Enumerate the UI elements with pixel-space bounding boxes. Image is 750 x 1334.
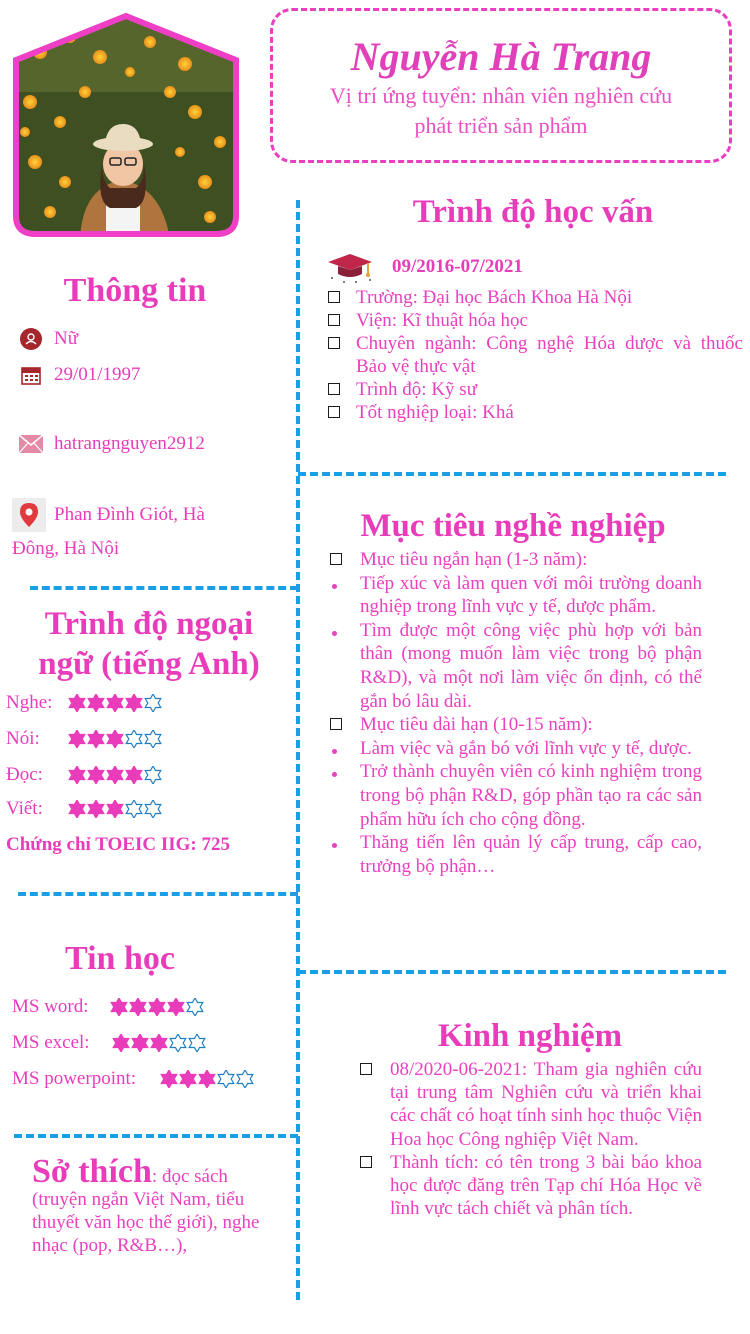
hobby-title: Sở thích — [32, 1153, 152, 1190]
education-list — [328, 286, 743, 424]
list-item: Tìm được một công việc phù hợp với bản thân (mong muốn làm việc trong bộ phận R&D), và một nơi làm việc ổn định, có thể gắn bó lâu dài. — [330, 619, 702, 713]
star-filled-icon — [87, 694, 105, 712]
hobby-text: : đọc sách (truyện ngắn Việt Nam, tiểu thuyết văn học thế giới), nghe nhạc (pop, R&B…), — [32, 1166, 260, 1256]
star-filled-icon — [106, 800, 124, 818]
list-item: Trường: Đại học Bách Khoa Hà Nội — [328, 286, 743, 309]
gender-row — [18, 326, 78, 352]
star-rating — [112, 1034, 207, 1052]
hobby-section — [32, 1153, 264, 1257]
address-row — [12, 498, 205, 532]
star-filled-icon — [110, 998, 128, 1016]
list-item: Trình độ: Kỹ sư — [328, 378, 743, 401]
language-skill-reading — [6, 764, 163, 786]
star-empty-icon — [125, 800, 143, 818]
list-item: Tiếp xúc và làm quen với môi trường doanh nghiệp trong lĩnh vực y tế, dược phẩm. — [330, 572, 702, 619]
email-row — [18, 431, 205, 457]
star-empty-icon — [217, 1070, 235, 1088]
star-filled-icon — [87, 730, 105, 748]
list-item: Viện: Kĩ thuật hóa học — [328, 309, 743, 332]
language-title — [4, 604, 294, 684]
left-divider-2 — [18, 892, 298, 896]
skill-label: Nói: — [6, 728, 40, 749]
star-filled-icon — [167, 998, 185, 1016]
experience-list — [360, 1058, 702, 1220]
star-filled-icon — [198, 1070, 216, 1088]
star-empty-icon — [125, 730, 143, 748]
star-rating — [110, 998, 205, 1016]
star-empty-icon — [144, 730, 162, 748]
left-divider-1 — [30, 586, 298, 590]
star-empty-icon — [186, 998, 204, 1016]
location-pin-icon — [12, 498, 46, 532]
star-empty-icon — [144, 766, 162, 784]
star-filled-icon — [160, 1070, 178, 1088]
email-value: hatrangnguyen2912 — [54, 433, 205, 454]
skill-label: MS powerpoint: — [12, 1068, 137, 1089]
star-filled-icon — [129, 998, 147, 1016]
position-line-1: Vị trí ứng tuyển: nhân viên nghiên cứu — [329, 83, 673, 108]
list-item: Thành tích: có tên trong 3 bài báo khoa học được đăng trên Tạp chí Hóa Học về lĩnh vực tách chiết và phân tích. — [360, 1151, 702, 1221]
star-rating — [68, 800, 163, 818]
skill-label: MS excel: — [12, 1032, 90, 1053]
toeic-certificate: Chứng chỉ TOEIC IIG: 725 — [6, 834, 230, 855]
star-filled-icon — [148, 998, 166, 1016]
star-rating — [160, 1070, 255, 1088]
skill-label: Đọc: — [6, 764, 43, 785]
list-item: Mục tiêu ngắn hạn (1-3 năm): — [330, 548, 702, 572]
birthday-row — [18, 362, 141, 388]
star-filled-icon — [68, 694, 86, 712]
candidate-name: Nguyễn Hà Trang — [350, 34, 652, 79]
position-line-2: phát triển sản phẩm — [414, 113, 588, 138]
star-rating — [68, 766, 163, 784]
star-rating — [68, 730, 163, 748]
star-filled-icon — [68, 800, 86, 818]
language-skill-speaking — [6, 728, 163, 750]
star-filled-icon — [106, 694, 124, 712]
it-title: Tin học — [65, 940, 175, 977]
star-filled-icon — [68, 730, 86, 748]
skill-label: Nghe: — [6, 692, 53, 713]
star-filled-icon — [106, 766, 124, 784]
it-skill-powerpoint — [12, 1068, 255, 1090]
mail-icon — [18, 431, 44, 457]
star-filled-icon — [87, 800, 105, 818]
star-filled-icon — [87, 766, 105, 784]
it-skill-word — [12, 996, 205, 1018]
star-filled-icon — [131, 1034, 149, 1052]
education-period: 09/2016-07/2021 — [392, 256, 523, 277]
star-filled-icon — [106, 730, 124, 748]
skill-label: Viết: — [6, 798, 43, 819]
birthday-value: 29/01/1997 — [54, 364, 141, 385]
user-icon — [18, 326, 44, 352]
list-item: Thăng tiến lên quản lý cấp trung, cấp cao, trưởng bộ phận… — [330, 831, 702, 878]
star-rating — [68, 694, 163, 712]
left-divider-3 — [14, 1134, 298, 1138]
list-item: Làm việc và gắn bó với lĩnh vực y tế, dược. — [330, 737, 702, 761]
goals-list — [330, 548, 702, 878]
info-title: Thông tin — [63, 272, 207, 309]
language-title-line-1: Trình độ ngoại — [44, 606, 254, 642]
address-line-1: Phan Đình Giót, Hà — [54, 504, 205, 525]
goals-title: Mục tiêu nghề nghiệp — [360, 508, 666, 544]
right-divider-2 — [298, 970, 726, 974]
star-empty-icon — [236, 1070, 254, 1088]
profile-photo — [10, 12, 242, 240]
calendar-icon — [18, 362, 44, 388]
right-divider-1 — [298, 472, 726, 476]
star-filled-icon — [150, 1034, 168, 1052]
star-empty-icon — [188, 1034, 206, 1052]
star-filled-icon — [112, 1034, 130, 1052]
star-empty-icon — [144, 694, 162, 712]
header-box — [270, 8, 732, 163]
list-item: Chuyên ngành: Công nghệ Hóa dược và thuốc Bảo vệ thực vật — [328, 332, 743, 378]
list-item: 08/2020-06-2021: Tham gia nghiên cứu tại trung tâm Nghiên cứu và triển khai các chất có hoạt tính sinh học thuộc Viện Hoa học Công nghiệp Việt Nam. — [360, 1058, 702, 1151]
language-skill-writing — [6, 798, 163, 820]
list-item: Mục tiêu dài hạn (10-15 năm): — [330, 713, 702, 737]
address-line-2: Đông, Hà Nội — [12, 538, 120, 559]
star-empty-icon — [169, 1034, 187, 1052]
address-line-2-row — [12, 538, 119, 560]
list-item: Trở thành chuyên viên có kinh nghiệm trong trong bộ phận R&D, góp phần tạo ra các sản phẩm hữu ích cho cộng đồng. — [330, 760, 702, 831]
experience-title: Kinh nghiệm — [437, 1018, 623, 1054]
gender-value: Nữ — [54, 328, 79, 349]
graduation-cap-icon — [326, 252, 374, 288]
skill-label: MS word: — [12, 996, 89, 1017]
list-item: Tốt nghiệp loại: Khá — [328, 401, 743, 424]
language-skill-listening — [6, 692, 163, 714]
star-filled-icon — [179, 1070, 197, 1088]
language-title-line-2: ngữ (tiếng Anh) — [38, 646, 260, 682]
star-filled-icon — [68, 766, 86, 784]
star-filled-icon — [125, 694, 143, 712]
star-filled-icon — [125, 766, 143, 784]
it-skill-excel — [12, 1032, 207, 1054]
education-title: Trình độ học vấn — [412, 194, 654, 230]
star-empty-icon — [144, 800, 162, 818]
